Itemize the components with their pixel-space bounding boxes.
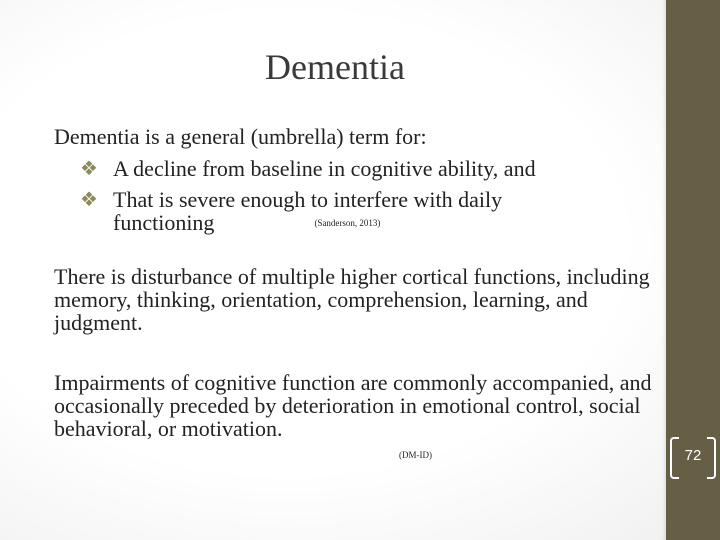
page-number-badge <box>670 437 716 477</box>
bullet-text-wrap <box>113 188 593 239</box>
page-number: 72 <box>684 447 702 464</box>
diamond-bullet-icon: ❖ <box>80 187 98 211</box>
diamond-bullet-icon: ❖ <box>80 156 98 180</box>
bullet-item <box>80 157 593 180</box>
citation: (Sanderson, 2013) <box>314 218 381 228</box>
bullet-text: That is severe enough to interfere with daily functioning <box>113 187 503 235</box>
slide-title: Dementia <box>265 47 405 87</box>
bullet-item <box>80 188 593 239</box>
intro-text: Dementia is a general (umbrella) term for: <box>54 124 427 149</box>
paragraph: Impairments of cognitive function are commonly accompanied, and occasionally preceded by deterioration in emotional control, social behavioral, or motivation. <box>54 370 652 441</box>
paragraph: There is disturbance of multiple higher cortical functions, including memory, thinking, orientation, comprehension, learning, and judgment. <box>54 264 650 335</box>
citation: (DM-ID) <box>399 450 432 460</box>
bullet-text: A decline from baseline in cognitive ability, and <box>113 156 536 181</box>
